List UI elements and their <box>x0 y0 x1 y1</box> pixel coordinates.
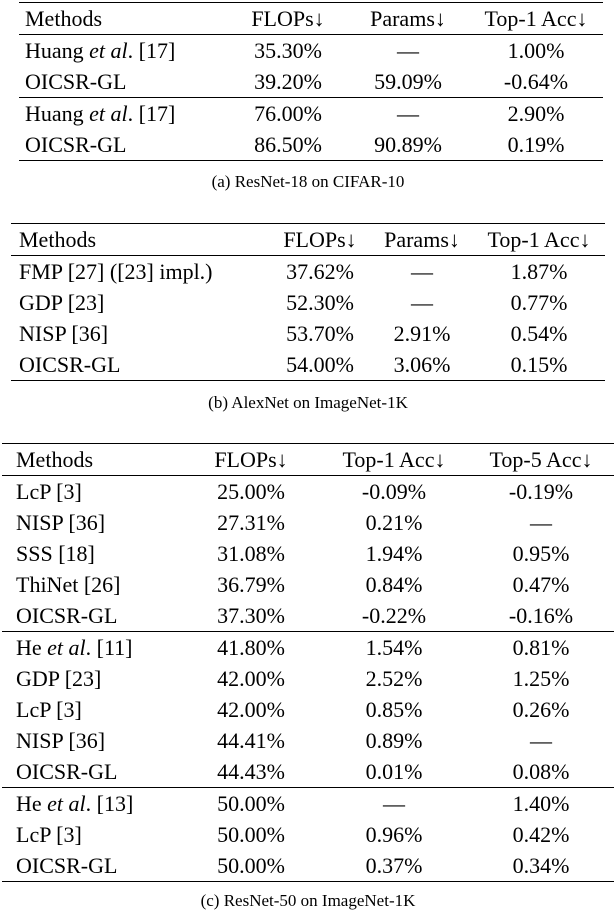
table-row <box>19 98 603 130</box>
header-params: Params↓ <box>347 3 469 35</box>
table-row <box>2 600 614 632</box>
top1-cell: -0.09% <box>361 479 427 504</box>
header-top5: Top-5 Acc↓ <box>468 444 614 476</box>
method-cell: Huang et al. [17] <box>19 98 229 130</box>
method-cell: SSS [18] <box>16 541 95 566</box>
top1-cell: 0.96% <box>365 822 423 847</box>
method-cell: FMP [27] ([23] impl.) <box>19 259 213 284</box>
params-cell: 90.89% <box>374 132 442 157</box>
table-header-row <box>11 224 605 256</box>
top1-cell: 1.00% <box>507 38 565 63</box>
top1-cell: 0.89% <box>365 728 423 753</box>
flops-cell: 50.00% <box>217 853 285 878</box>
table-row <box>2 694 614 725</box>
flops-cell: 37.30% <box>217 603 285 628</box>
method-cell: GDP [23] <box>16 666 102 691</box>
method-cell: GDP [23] <box>19 290 105 315</box>
top5-cell: -0.16% <box>508 603 574 628</box>
flops-cell: 35.30% <box>254 38 322 63</box>
top1-cell: 0.54% <box>510 321 568 346</box>
params-cell: 59.09% <box>374 69 442 94</box>
caption-b: (b) AlexNet on ImageNet-1K <box>208 393 408 412</box>
top5-cell: 1.25% <box>512 666 570 691</box>
method-cell: NISP [36] <box>16 728 106 753</box>
top1-cell: 1.54% <box>320 632 468 664</box>
header-methods: Methods <box>19 3 229 35</box>
header-top1: Top-1 Acc↓ <box>469 3 603 35</box>
method-cell: LcP [3] <box>16 479 82 504</box>
top1-cell: 2.90% <box>469 98 603 130</box>
table-header-row <box>19 3 603 35</box>
flops-cell: 86.50% <box>254 132 322 157</box>
flops-cell: 44.41% <box>217 728 285 753</box>
table-row <box>2 819 614 850</box>
table-row <box>2 476 614 508</box>
method-cell: LcP [3] <box>16 822 82 847</box>
flops-cell: 39.20% <box>254 69 322 94</box>
top1-cell: 1.87% <box>510 259 568 284</box>
method-cell: Huang et al. [17] <box>25 38 176 63</box>
table-row <box>2 569 614 600</box>
flops-cell: 41.80% <box>182 632 320 664</box>
flops-cell: 54.00% <box>286 352 354 377</box>
top5-cell: 0.08% <box>512 759 570 784</box>
flops-cell: 42.00% <box>217 666 285 691</box>
flops-cell: 37.62% <box>286 259 354 284</box>
flops-cell: 44.43% <box>217 759 285 784</box>
table-row <box>2 538 614 569</box>
params-cell: 3.06% <box>393 352 451 377</box>
top1-cell: 0.85% <box>365 697 423 722</box>
top1-cell: 0.37% <box>365 853 423 878</box>
top1-cell: 0.01% <box>365 759 423 784</box>
params-cell: 2.91% <box>393 321 451 346</box>
header-flops: FLOPs↓ <box>182 444 320 476</box>
top5-cell: 1.40% <box>468 788 614 820</box>
method-cell: OICSR-GL <box>16 853 118 878</box>
top5-cell: 0.26% <box>512 697 570 722</box>
top1-cell: 0.15% <box>510 352 568 377</box>
method-cell: OICSR-GL <box>16 603 118 628</box>
flops-cell: 27.31% <box>217 510 285 535</box>
top5-cell: 0.34% <box>512 853 570 878</box>
top1-cell: 0.77% <box>510 290 568 315</box>
flops-cell: 50.00% <box>217 822 285 847</box>
table-row <box>2 725 614 756</box>
header-top1: Top-1 Acc↓ <box>320 444 468 476</box>
table-row <box>19 66 603 98</box>
flops-cell: 36.79% <box>217 572 285 597</box>
top5-cell: 0.95% <box>512 541 570 566</box>
table-header-row <box>2 444 614 476</box>
flops-cell: 50.00% <box>182 788 320 820</box>
table-row <box>2 663 614 694</box>
table-row <box>2 507 614 538</box>
method-cell: LcP [3] <box>16 697 82 722</box>
table-resnet50-imagenet <box>2 443 614 882</box>
top5-cell: -0.19% <box>508 479 574 504</box>
table-row <box>11 349 605 381</box>
top5-cell: 0.81% <box>468 632 614 664</box>
params-cell: — <box>411 290 433 315</box>
top1-cell: -0.64% <box>503 69 569 94</box>
method-cell: NISP [36] <box>16 510 106 535</box>
method-cell: He et al. [11] <box>2 632 182 664</box>
header-flops: FLOPs↓ <box>269 224 371 256</box>
table-row <box>2 756 614 788</box>
method-cell: He et al. [13] <box>2 788 182 820</box>
method-cell: ThiNet [26] <box>16 572 121 597</box>
params-cell: — <box>397 38 419 63</box>
table-row <box>2 632 614 664</box>
flops-cell: 52.30% <box>286 290 354 315</box>
method-cell: OICSR-GL <box>25 69 127 94</box>
method-cell: OICSR-GL <box>16 759 118 784</box>
flops-cell: 42.00% <box>217 697 285 722</box>
header-top1: Top-1 Acc↓ <box>473 224 605 256</box>
top1-cell: 0.19% <box>507 132 565 157</box>
params-cell: — <box>411 259 433 284</box>
caption-c: (c) ResNet-50 on ImageNet-1K <box>200 891 416 910</box>
table-resnet18-cifar10 <box>19 2 603 161</box>
top1-cell: -0.22% <box>361 603 427 628</box>
method-cell: OICSR-GL <box>19 352 121 377</box>
caption-a: (a) ResNet-18 on CIFAR-10 <box>211 172 405 191</box>
flops-cell: 25.00% <box>217 479 285 504</box>
header-flops: FLOPs↓ <box>229 3 347 35</box>
method-cell: OICSR-GL <box>25 132 127 157</box>
table-row <box>2 788 614 820</box>
top5-cell: 0.42% <box>512 822 570 847</box>
top5-cell: — <box>530 510 552 535</box>
flops-cell: 53.70% <box>286 321 354 346</box>
table-row <box>19 129 603 161</box>
header-methods: Methods <box>11 224 269 256</box>
flops-cell: 31.08% <box>217 541 285 566</box>
top1-cell: 1.94% <box>365 541 423 566</box>
flops-cell: 76.00% <box>229 98 347 130</box>
top1-cell: 2.52% <box>365 666 423 691</box>
top5-cell: 0.47% <box>512 572 570 597</box>
top1-cell: 0.21% <box>365 510 423 535</box>
method-cell: NISP [36] <box>19 321 109 346</box>
header-params: Params↓ <box>371 224 473 256</box>
top1-cell: 0.84% <box>365 572 423 597</box>
header-methods: Methods <box>2 444 182 476</box>
table-row <box>11 287 605 318</box>
top5-cell: — <box>530 728 552 753</box>
table-alexnet-imagenet <box>11 223 605 381</box>
table-row <box>11 256 605 288</box>
params-cell: — <box>347 98 469 130</box>
table-row <box>11 318 605 349</box>
table-row <box>19 35 603 67</box>
table-row <box>2 850 614 882</box>
top1-cell: — <box>320 788 468 820</box>
